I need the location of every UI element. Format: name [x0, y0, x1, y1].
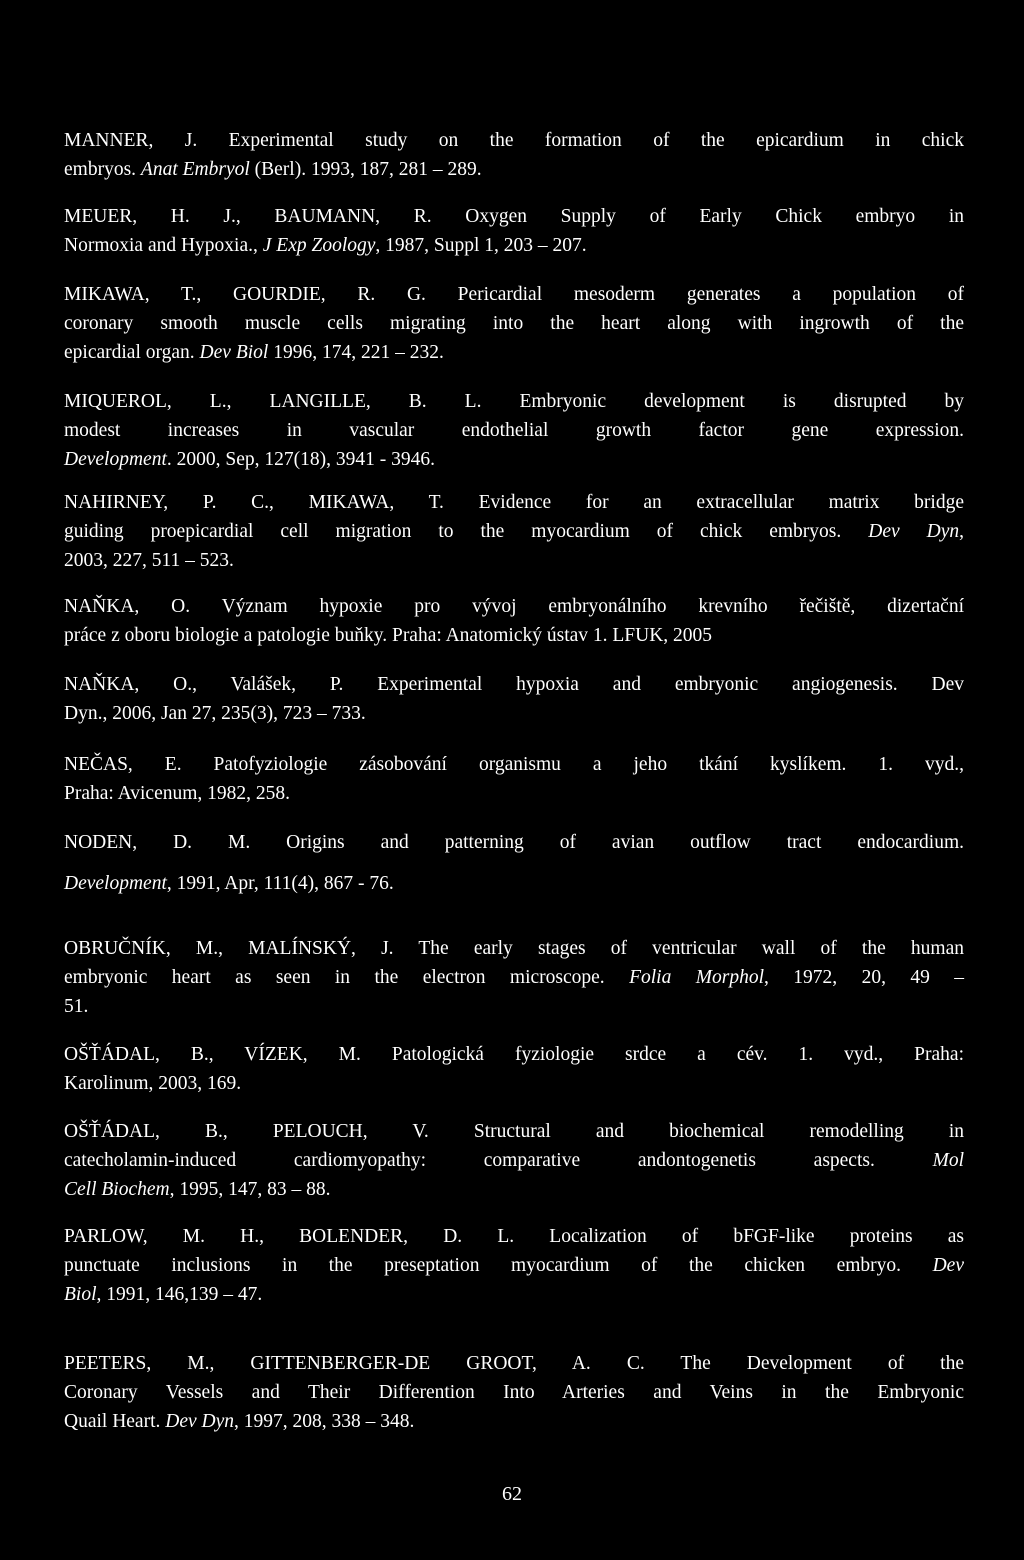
reference-text: MIKAWA, T., GOURDIE, R. G. Pericardial mesoderm generates a population of	[64, 284, 964, 305]
reference-text: . 2000, Sep, 127(18), 3941 - 3946.	[166, 449, 435, 470]
reference-text: Praha: Avicenum, 1982, 258.	[64, 783, 291, 804]
reference-entry	[64, 1222, 964, 1309]
reference-entry	[64, 1040, 964, 1098]
journal-title: Dev Dyn	[868, 521, 960, 542]
reference-line	[64, 280, 964, 309]
reference-entry	[64, 934, 964, 1021]
reference-text: Dyn., 2006, Jan 27, 235(3), 723 – 733.	[64, 703, 366, 724]
reference-text: Coronary Vessels and Their Differention Into Arteries and Veins in the Embryonic	[64, 1382, 964, 1403]
reference-line	[64, 750, 964, 779]
reference-line	[64, 699, 964, 728]
journal-title: Dev	[932, 1255, 964, 1276]
reference-text: , 1987, Suppl 1, 203 – 207.	[375, 235, 587, 256]
page-number: 62	[502, 1483, 522, 1505]
reference-text: PEETERS, M., GITTENBERGER-DE GROOT, A. C. The Development of the	[64, 1353, 964, 1374]
reference-line	[64, 517, 964, 546]
reference-text: catecholamin-induced cardiomyopathy: comparative andontogenetis aspects.	[64, 1150, 933, 1171]
reference-line	[64, 779, 964, 808]
reference-text: NEČAS, E. Patofyziologie zásobování organismu a jeho tkání kyslíkem. 1. vyd.,	[64, 754, 964, 775]
journal-title: Mol	[932, 1150, 964, 1171]
reference-text: (Berl). 1993, 187, 281 – 289.	[249, 159, 482, 180]
reference-line	[64, 1378, 964, 1407]
reference-line	[64, 963, 964, 992]
reference-text: PARLOW, M. H., BOLENDER, D. L. Localization of bFGF-like proteins as	[64, 1226, 964, 1247]
reference-text: modest increases in vascular endothelial growth factor gene expression.	[64, 420, 964, 441]
reference-text: embryos.	[64, 159, 141, 180]
reference-text: Karolinum, 2003, 169.	[64, 1073, 242, 1094]
reference-text: , 1972, 20, 49 –	[764, 967, 965, 988]
journal-title: Folia Morphol	[629, 967, 764, 988]
reference-entry	[64, 126, 964, 184]
reference-text: OŠŤÁDAL, B., VÍZEK, M. Patologická fyziologie srdce a cév. 1. vyd., Praha:	[64, 1044, 964, 1065]
reference-line	[64, 621, 964, 650]
reference-entry	[64, 202, 964, 260]
reference-text: Normoxia and Hypoxia.,	[64, 235, 263, 256]
reference-text: NODEN, D. M. Origins and patterning of avian outflow tract endocardium.	[64, 832, 964, 853]
reference-text: coronary smooth muscle cells migrating into the heart along with ingrowth of the	[64, 313, 964, 334]
reference-line	[64, 1349, 964, 1378]
reference-text: 2003, 227, 511 – 523.	[64, 550, 234, 571]
reference-line	[64, 488, 964, 517]
reference-line	[64, 1280, 964, 1309]
reference-text: , 1995, 147, 83 – 88.	[169, 1179, 331, 1200]
reference-text: MEUER, H. J., BAUMANN, R. Oxygen Supply of Early Chick embryo in	[64, 206, 964, 227]
journal-title: Cell Biochem	[64, 1179, 170, 1200]
reference-text: , 1991, Apr, 111(4), 867 - 76.	[166, 873, 394, 894]
reference-entry	[64, 750, 964, 808]
reference-text: , 1997, 208, 338 – 348.	[234, 1411, 415, 1432]
reference-text: NAŇKA, O., Valášek, P. Experimental hypoxia and embryonic angiogenesis. Dev	[64, 674, 964, 695]
reference-line	[64, 1117, 964, 1146]
reference-line	[64, 546, 964, 575]
journal-title: Biol	[64, 1284, 97, 1305]
reference-text: Quail Heart.	[64, 1411, 166, 1432]
reference-text: 51.	[64, 996, 89, 1017]
reference-line	[64, 934, 964, 963]
reference-text: , 1991, 146,139 – 47.	[96, 1284, 263, 1305]
reference-entry	[64, 1117, 964, 1204]
reference-line	[64, 828, 964, 857]
reference-line	[64, 1146, 964, 1175]
reference-entry	[64, 592, 964, 650]
reference-line	[64, 416, 964, 445]
reference-line	[64, 338, 964, 367]
reference-line	[64, 1175, 964, 1204]
reference-entry	[64, 828, 964, 898]
reference-text: 1996, 174, 221 – 232.	[268, 342, 444, 363]
reference-line	[64, 445, 964, 474]
reference-text: embryonic heart as seen in the electron microscope.	[64, 967, 630, 988]
reference-line	[64, 1069, 964, 1098]
reference-line	[64, 592, 964, 621]
reference-text: guiding proepicardial cell migration to the myocardium of chick embryos.	[64, 521, 869, 542]
reference-text: OŠŤÁDAL, B., PELOUCH, V. Structural and biochemical remodelling in	[64, 1121, 964, 1142]
journal-title: Development	[64, 449, 167, 470]
reference-line	[64, 309, 964, 338]
journal-title: Dev Biol	[199, 342, 269, 363]
reference-line	[64, 202, 964, 231]
reference-text: MIQUEROL, L., LANGILLE, B. L. Embryonic development is disrupted by	[64, 391, 964, 412]
reference-entry	[64, 1349, 964, 1436]
reference-entry	[64, 488, 964, 575]
reference-line	[64, 231, 964, 260]
reference-entry	[64, 670, 964, 728]
reference-line	[64, 992, 964, 1021]
reference-text: OBRUČNÍK, M., MALÍNSKÝ, J. The early stages of ventricular wall of the human	[64, 938, 964, 959]
journal-title: Dev Dyn	[165, 1411, 235, 1432]
reference-line	[64, 155, 964, 184]
journal-title: Anat Embryol	[140, 159, 250, 180]
reference-line	[64, 1407, 964, 1436]
journal-title: J Exp Zoology	[262, 235, 376, 256]
reference-line	[64, 1222, 964, 1251]
reference-line	[64, 126, 964, 155]
reference-line	[64, 387, 964, 416]
reference-line	[64, 869, 964, 898]
reference-line	[64, 1040, 964, 1069]
reference-text: epicardial organ.	[64, 342, 200, 363]
reference-line	[64, 1251, 964, 1280]
reference-text: MANNER, J. Experimental study on the formation of the epicardium in chick	[64, 130, 964, 151]
reference-text: práce z oboru biologie a patologie buňky. Praha: Anatomický ústav 1. LFUK, 2005	[64, 625, 713, 646]
reference-entry	[64, 387, 964, 474]
reference-text: NAŇKA, O. Význam hypoxie pro vývoj embryonálního krevního řečiště, dizertační	[64, 596, 964, 617]
reference-text: NAHIRNEY, P. C., MIKAWA, T. Evidence for an extracellular matrix bridge	[64, 492, 964, 513]
journal-title: Development	[64, 873, 167, 894]
reference-text: punctuate inclusions in the preseptation myocardium of the chicken embryo.	[64, 1255, 933, 1276]
reference-entry	[64, 280, 964, 367]
reference-text: ,	[959, 521, 964, 542]
reference-line	[64, 670, 964, 699]
